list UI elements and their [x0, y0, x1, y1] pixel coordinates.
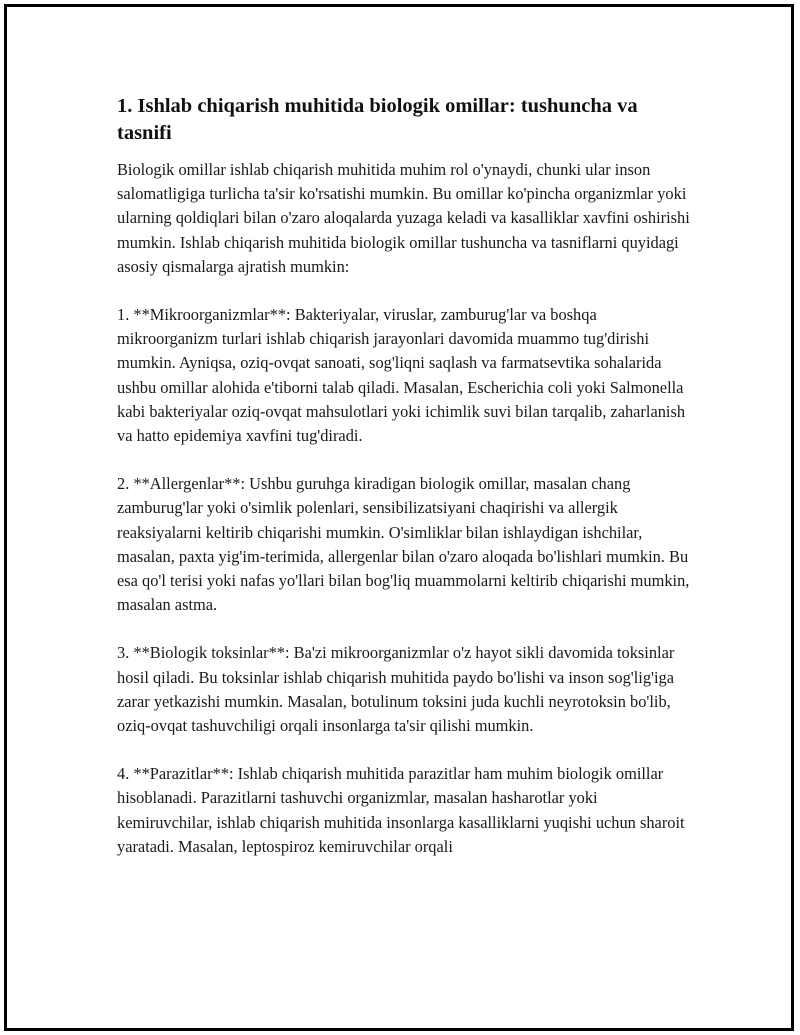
paragraph-parasites: 4. **Parazitlar**: Ishlab chiqarish muhitida parazitlar ham muhim biologik omillar hisoblanadi. Parazitlarni tashuvchi organizmlar, masalan hasharotlar yoki kemiruvchilar, ishlab chiqarish muhitida insonlarga kasalliklarni yuqishi uchun sharoit yaratadi. Masalan, leptospiroz kemiruvchilar orqali: [117, 764, 685, 856]
paragraph-microorganisms: 1. **Mikroorganizmlar**: Bakteriyalar, viruslar, zamburug'lar va boshqa mikroorganizm turlari ishlab chiqarish jarayonlari davomida muammo tug'dirishi mumkin. Ayniqsa, oziq-ovqat sanoati, sog'liqni saqlash va farmatsevtika sohalarida ushbu omillar alohida e'tiborni talab qiladi. Masalan, Escherichia coli yoki Salmonella kabi bakteriyalar oziq-ovqat mahsulotlari yoki ichimlik suvi bilan tarqalib, zaharlanish va hatto epidemiya xavfini tug'diradi.: [117, 305, 686, 446]
intro-paragraph: Biologik omillar ishlab chiqarish muhitida muhim rol o'ynaydi, chunki ular inson salomatligiga turlicha ta'sir ko'rsatishi mumkin. Bu omillar ko'pincha organizmlar yoki ularning qoldiqlari bilan o'zaro aloqalarda yuzaga keladi va kasalliklar xavfini oshirishi mumkin. Ishlab chiqarish muhitida biologik omillar tushuncha va tasniflarni quyidagi asosiy qismalarga ajratish mumkin:: [117, 160, 690, 276]
paragraph-biological-toxins: 3. **Biologik toksinlar**: Ba'zi mikroorganizmlar o'z hayot sikli davomida toksinlar hosil qiladi. Bu toksinlar ishlab chiqarish muhitida paydo bo'lishi va inson sog'lig'iga zarar yetkazishi mumkin. Masalan, botulinum toksini juda kuchli neyrotoksin bo'lib, oziq-ovqat tashuvchiligi orqali insonlarga ta'sir qilishi mumkin.: [117, 643, 675, 736]
section-heading: 1. Ishlab chiqarish muhitida biologik omillar: tushuncha va tasnifi: [117, 95, 638, 144]
paragraph-allergens: 2. **Allergenlar**: Ushbu guruhga kiradigan biologik omillar, masalan chang zamburug'lar yoki o'simlik polenlari, sensibilizatsiyani chaqirishi va allergik reaksiyalarni keltirib chiqarishi mumkin. O'simliklar bilan ishlaydigan ishchilar, masalan, paxta yig'im-terimida, allergenlar bilan o'zaro aloqada bo'lishlari mumkin. Bu esa qo'l terisi yoki nafas yo'llari bilan bog'liq muammolarni keltirib chiqarishi mumkin, masalan astma.: [117, 474, 690, 615]
document-body: [117, 93, 692, 883]
